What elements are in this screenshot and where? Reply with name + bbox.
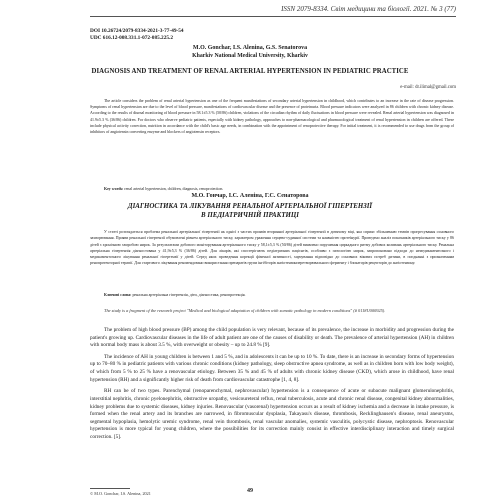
keywords-ua <box>104 292 454 297</box>
article-body <box>90 327 454 446</box>
author-email: e-mail: dr.ilimal@gmail.com <box>400 85 456 90</box>
body-paragraph: The problem of high blood pressure (BP) among the child population is very relevant, because of its prevalence, the increase in morbidity and progression during the patient's growing up. Cardiovascular diseases in the life of adult patient are one of the causes of disability or death. The prevalence of arterial hypertension (AH) in children with normal body mass is about 3.5 %, with overweight or obesity – up to 24.8 % [9]. <box>90 327 454 349</box>
keywords-en <box>104 186 454 191</box>
article-title-ua-line2: В ПЕДІАТРИЧНІЙ ПРАКТИЦІ <box>201 212 299 219</box>
page-number: 49 <box>247 488 253 494</box>
journal-header: ISSN 2079-8334. Світ медицини та біології. 2021. № 3 (77) <box>281 5 456 13</box>
udc-line: UDC 616.12-008.331.1-072-085.225.2 <box>90 35 173 41</box>
body-paragraph: RH can be of two types. Parenchymal (renoparenchymal, nephrovascular) hypertension is a consequence of acute or subacute malignant glomerulonephritis, interstitial nephritis, chronic pyelonephritis, obstructive uropathy, vesicoureteral reflux, renal tuberculosis, acute and chronic renal disease, congenital kidney abnormalities, kidney problems due to systemic diseases, kidney injuries. Renovascular (vasorenal) hypertension occurs as a result of kidney ischemia and a decrease in intake pressure, is formed when the renal artery and its branches are narrowed, in fibromuscular dysplasia, Takayasu's disease, thrombosis, Recklinghausen's disease, renal aneurysms, segmental hypoplasia, hemolytic uremic syndrome, renal vein thrombosis, renal vascular anomalies, systemic vasculitis, polycystic disease, nephroptosis. Renovascular hypertension is more typical for young children, where the possibilities for its correction mainly consist in effective interdisciplinary interaction and timely surgical correction. [5]. <box>90 388 454 440</box>
abstract-ua: У статті розглядається проблема ренальної артеріальної гіпертензії як однієї з частих проявів вторинної артеріальної гіпертензії в дитячому віці, яка сприяє збільшенню темпів прогресування основного захворювання. Прояви ренальної гіпертензії обумовлені рівнем артеріального тиску, характером ураження серцево-судинної системи та наявністю протеїнурії. Проведено аналіз показників артеріального тиску у 86 дітей з хронічною хворобою нирок. За результатами добового моніторування артеріального тиску у 58,1±5,3 % (50/86) дітей виявлено порушення циркадного ритму добових коливань артеріального тиску. Ренальна артеріальна гіпертензія діагностована у 41,9±5,3 % (36/86) дітей. Для лікарів, які спостерігають педіатричних пацієнтів, особливо з патологією нирок, запропоновано підходи до немедикаментозного і медикаментозного лікування ренальної гіпертензії у дітей. Серед яких проведення корекції фізичної активності, харчування відповідно до основних вікових потреб дитини, в поєднанні з призначенням ренопротекторної терапії. Для стартового лікування рекомендовано використання препаратів групи інгібіторів ангіотензинперетворювального ферменту і блокаторів рецепторів до ангіотензину. <box>90 229 454 266</box>
authors-en: M.O. Gonchar, I.S. Alenina, G.S. Senatorova <box>192 45 308 51</box>
abstract-en: The article considers the problem of renal arterial hypertension as one of the frequent manifestations of secondary arterial hypertension in childhood, which contributes to an increase in the rate of disease progression. Symptoms of renal hypertension are due to the level of blood pressure, manifestations of cardiovascular disease and the presence of proteinuria. Blood pressure indicators were analyzed in 86 children with chronic kidney disease. According to the results of diurnal monitoring of blood pressure in 58.1±5.3 % (50/86) children, violations of the circadian rhythm of daily fluctuations in blood pressure were revealed. Renal arterial hypertension was diagnosed in 41.9±5.3 % (36/86) children. For doctors who observe pediatric patients, especially with kidney pathology, approaches to non-pharmacological and pharmacological treatment of renal hypertension in children are offered. These include physical activity correction, nutrition in accordance with the child's basic age needs, in combination with the appointment of renoprotective therapy. For initial treatment, it is recommended to use drugs from the group of inhibitors of angiotensin converting enzyme and blockers of angiotensin receptors. <box>90 98 454 135</box>
article-title-ua-line1: ДІАГНОСТИКА ТА ЛІКУВАННЯ РЕНАЛЬНОЇ АРТЕРІАЛЬНОЇ ГІПЕРТЕНЗІЇ <box>127 203 373 210</box>
header-rule <box>90 16 456 17</box>
copyright-notice: © M.O. Gonchar, I.S. Alenina, 2021 <box>90 491 151 496</box>
keywords-ua-text: ренальна артеріальна гіпертензія, діти, діагностика, ренопротекція. <box>131 292 246 297</box>
research-fragment-note: The study is a fragment of the research project "Medical and biological adaptation of children with somatic pathology in modern conditions" (# 0118U000925). <box>104 308 386 313</box>
authors-ua: М.О. Гончар, І.С. Аленіна, Г.С. Сенаторова <box>191 193 309 199</box>
body-paragraph: The incidence of AH in young children is between 1 and 5 %, and in adolescents it can be up to 10 %. To date, there is an increase in secondary forms of hypertension up to 70–80 % in pediatric patients with various chronic conditions (kidney pathology, sleep obstructive apnea syndrome, as well as in children born with low body weight), of which from 5 % to 25 % have a renovascular etiology. Between 35 % and 45 % of adults with chronic kidney disease (CKD), which arose in childhood, have renal hypertension (RH) and a significantly higher risk of death from cardiovascular catastrophe [1, 4, 8]. <box>90 353 454 383</box>
keywords-ua-label: Ключові слова: <box>104 292 132 297</box>
article-title-en: DIAGNOSIS AND TREATMENT OF RENAL ARTERIAL HYPERTENSION IN PEDIATRIC PRACTICE <box>91 68 409 75</box>
keywords-en-text: renal arterial hypertension, children, diagnosis, renoprotection. <box>123 186 224 191</box>
doi-line: DOI 10.26724/2079-8334-2021-3-77-49-54 <box>90 28 184 34</box>
affiliation-en: Kharkiv National Medical University, Kharkiv <box>192 53 308 59</box>
keywords-en-label: Key words: <box>104 186 124 191</box>
